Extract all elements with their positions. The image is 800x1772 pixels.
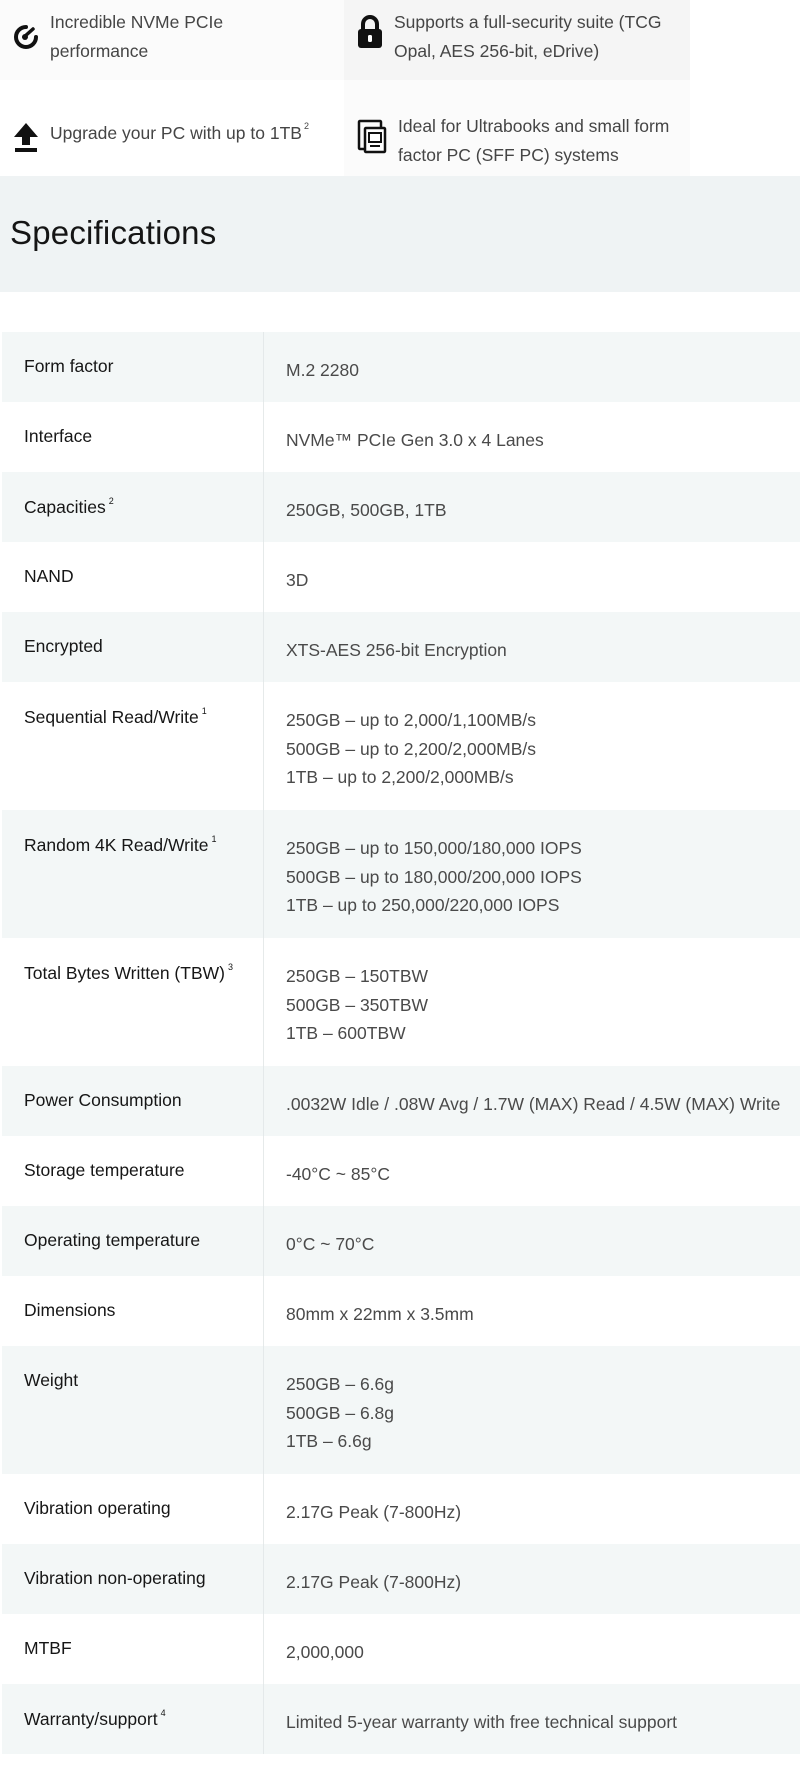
spec-value [286, 496, 447, 525]
column-divider [263, 1544, 264, 1614]
table-row [2, 682, 800, 810]
spec-label [24, 706, 207, 728]
column-divider [263, 1346, 264, 1474]
spec-label [24, 834, 217, 856]
footnote-marker: 2 [108, 496, 114, 506]
table-row [2, 938, 800, 1066]
spec-label-text: Warranty/support [24, 1709, 158, 1729]
table-row [2, 1136, 800, 1206]
column-divider [263, 1684, 264, 1754]
column-divider [263, 1474, 264, 1544]
spec-label-text: Storage temperature [24, 1160, 185, 1180]
spec-label [24, 1370, 78, 1391]
feature-text-line: Upgrade your PC with up to 1TB [50, 123, 302, 143]
spec-value [286, 1300, 474, 1329]
spec-value [286, 566, 308, 595]
spec-value-line: 500GB – up to 2,200/2,000MB/s [286, 738, 537, 759]
spec-value-line: 2.17G Peak (7-800Hz) [286, 1502, 462, 1522]
spec-value [286, 1638, 364, 1667]
table-row [2, 1276, 800, 1346]
table-row [2, 1684, 800, 1754]
column-divider [263, 332, 264, 402]
spec-label [24, 1230, 200, 1251]
spec-value [286, 636, 507, 665]
table-row [2, 1544, 800, 1614]
spec-value [286, 962, 428, 1048]
column-divider [263, 612, 264, 682]
spec-value [286, 1370, 394, 1456]
spec-label-text: MTBF [24, 1638, 72, 1658]
table-row [2, 1346, 800, 1474]
spec-label-text: Sequential Read/Write [24, 707, 199, 727]
spec-label-text: Power Consumption [24, 1090, 182, 1110]
feature-text-line: Ideal for Ultrabooks and small form [398, 116, 670, 136]
spec-value-line: 0°C ~ 70°C [286, 1234, 375, 1254]
spec-label-text: Form factor [24, 356, 114, 376]
feature-text-line: performance [50, 40, 149, 61]
table-row [2, 1206, 800, 1276]
spec-label-text: Encrypted [24, 636, 103, 656]
spec-value-line: M.2 2280 [286, 360, 359, 380]
spec-label [24, 496, 114, 518]
column-divider [263, 1206, 264, 1276]
footnote-marker: 3 [227, 962, 233, 972]
spec-value [286, 1090, 780, 1119]
spec-value-line: 250GB – 6.6g [286, 1374, 394, 1394]
table-row [2, 472, 800, 542]
spec-value [286, 426, 544, 455]
spec-label-text: NAND [24, 566, 74, 586]
column-divider [263, 682, 264, 810]
spec-value [286, 706, 536, 792]
spec-label [24, 962, 233, 984]
spec-value-line: 1TB – up to 2,200/2,000MB/s [286, 767, 514, 787]
spec-label-text: Interface [24, 426, 93, 446]
feature-text-line: Supports a full-security suite (TCG [394, 12, 662, 32]
spec-value-line: 3D [286, 570, 309, 590]
spec-value-line: 500GB – 6.8g [286, 1402, 394, 1423]
upload-arrow-icon [10, 116, 42, 156]
spec-value [286, 356, 359, 385]
specifications-table [2, 332, 800, 1754]
column-divider [263, 810, 264, 938]
spec-label [24, 1300, 115, 1321]
table-row [2, 332, 800, 402]
spec-label-text: Operating temperature [24, 1230, 201, 1250]
spec-label-text: Total Bytes Written (TBW) [24, 963, 225, 983]
spec-value-line: 1TB – 6.6g [286, 1431, 372, 1451]
spec-label [24, 636, 103, 657]
spec-value [286, 1568, 461, 1597]
feature-text-line: Opal, AES 256-bit, eDrive) [394, 40, 600, 61]
spec-value-line: 2,000,000 [286, 1642, 364, 1662]
performance-gauge-icon [10, 16, 42, 56]
spec-value-line: .0032W Idle / .08W Avg / 1.7W (MAX) Read / 4.5W (MAX) Write [286, 1094, 781, 1114]
spec-label [24, 566, 74, 587]
spec-label-text: Weight [24, 1370, 79, 1390]
table-row [2, 612, 800, 682]
column-divider [263, 402, 264, 472]
column-divider [263, 938, 264, 1066]
feature-text-line: Incredible NVMe PCIe [50, 12, 224, 32]
column-divider [263, 1136, 264, 1206]
spec-value-line: 1TB – 600TBW [286, 1023, 406, 1043]
spec-label [24, 1498, 171, 1519]
lock-icon [354, 12, 386, 52]
spec-label [24, 1638, 72, 1659]
spec-value-line: 80mm x 22mm x 3.5mm [286, 1304, 474, 1324]
spec-value-line: -40°C ~ 85°C [286, 1164, 390, 1184]
spec-value-line: 250GB – up to 2,000/1,100MB/s [286, 710, 537, 730]
spec-value-line: 1TB – up to 250,000/220,000 IOPS [286, 895, 560, 915]
spec-value-line: 250GB – up to 150,000/180,000 IOPS [286, 838, 582, 858]
spec-label-text: Dimensions [24, 1300, 116, 1320]
spec-value-line: XTS-AES 256-bit Encryption [286, 640, 507, 660]
specifications-header [0, 176, 800, 292]
column-divider [263, 472, 264, 542]
footnote-marker: 4 [160, 1708, 166, 1718]
spec-value-line: NVMe™ PCIe Gen 3.0 x 4 Lanes [286, 430, 544, 450]
spec-label-text: Vibration non-operating [24, 1568, 206, 1588]
table-row [2, 1066, 800, 1136]
spec-value [286, 834, 582, 920]
spec-value-line: 2.17G Peak (7-800Hz) [286, 1572, 462, 1592]
table-row [2, 1614, 800, 1684]
spec-value-line: 500GB – 350TBW [286, 994, 429, 1015]
spec-value-line: 250GB, 500GB, 1TB [286, 500, 447, 520]
spec-label [24, 356, 113, 377]
spec-value-line: 500GB – up to 180,000/200,000 IOPS [286, 866, 582, 887]
spec-value [286, 1708, 677, 1737]
column-divider [263, 1614, 264, 1684]
spec-label-text: Random 4K Read/Write [24, 835, 209, 855]
spec-value-line: Limited 5-year warranty with free technical support [286, 1712, 678, 1732]
table-row [2, 542, 800, 612]
spec-label [24, 426, 92, 447]
spec-value [286, 1498, 461, 1527]
spec-label [24, 1090, 182, 1111]
footnote-marker: 1 [201, 706, 207, 716]
section-title: Specifications [10, 214, 217, 251]
footnote-marker: 1 [211, 834, 217, 844]
spec-label-text: Capacities [24, 497, 106, 517]
feature-highlights [0, 0, 800, 176]
column-divider [263, 542, 264, 612]
column-divider [263, 1276, 264, 1346]
spec-label [24, 1708, 166, 1730]
table-row [2, 810, 800, 938]
spec-label [24, 1568, 206, 1589]
table-row [2, 1474, 800, 1544]
table-row [2, 402, 800, 472]
spec-value-line: 250GB – 150TBW [286, 966, 429, 986]
spec-label [24, 1160, 185, 1181]
small-form-factor-pc-icon [356, 116, 388, 156]
footnote-marker: 2 [303, 121, 309, 131]
feature-text-line: factor PC (SFF PC) systems [398, 144, 619, 165]
spec-value [286, 1230, 374, 1259]
column-divider [263, 1066, 264, 1136]
spec-label-text: Vibration operating [24, 1498, 171, 1518]
spec-value [286, 1160, 390, 1189]
